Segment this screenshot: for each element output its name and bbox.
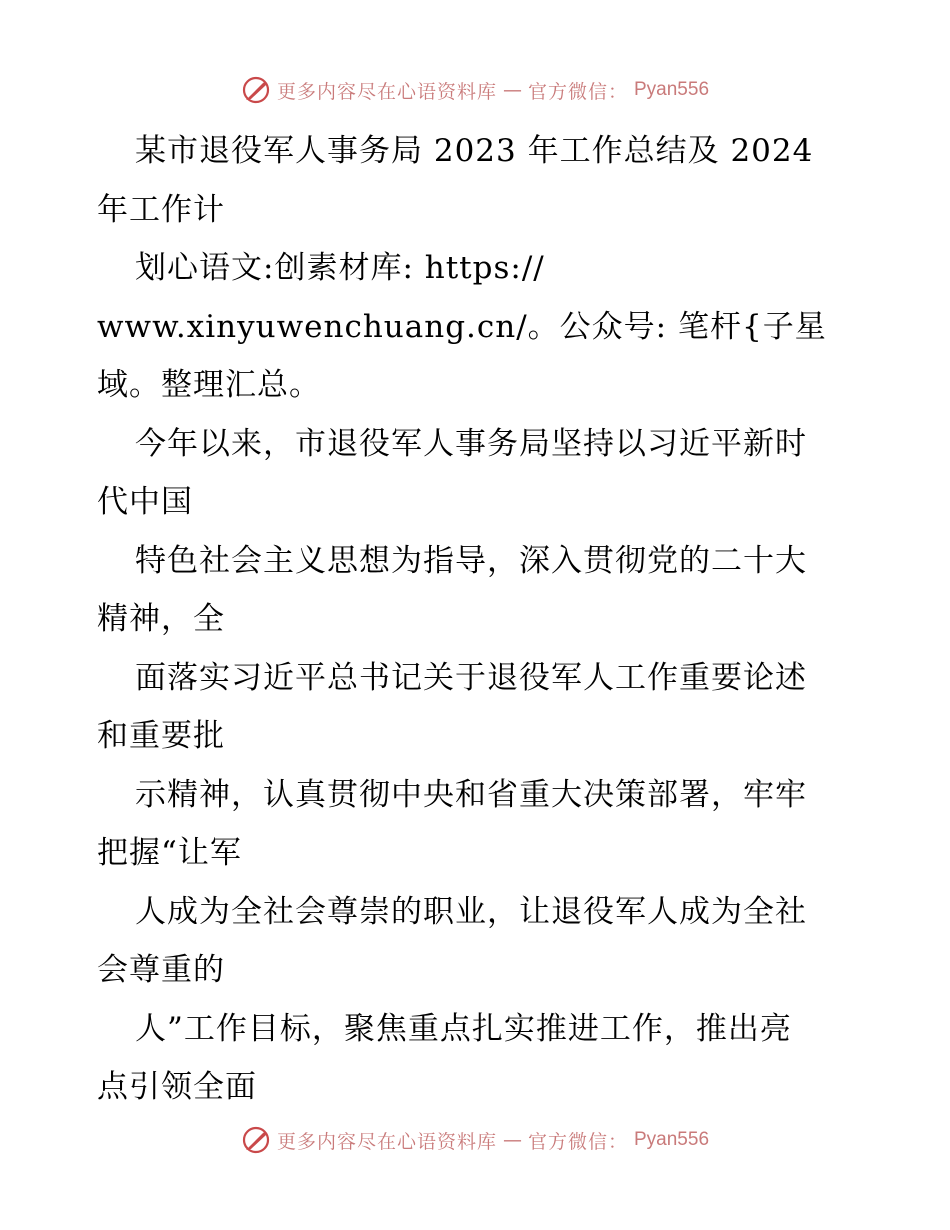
text-line: 人”工作目标，聚焦重点扎实推进工作，推出亮 <box>135 1010 792 1047</box>
banner-text: 更多内容尽在心语资料库 <box>276 1130 497 1153</box>
text-line: 面落实习近平总书记关于退役军人工作重要论述 <box>135 659 807 696</box>
text-line: 精神，全 <box>97 601 225 637</box>
banner-prefix: 官方微信： <box>527 1130 628 1153</box>
banner-prefix: 官方微信： <box>527 80 628 103</box>
document-body <box>97 122 867 1117</box>
text-line: www.xinyuwenchuang.cn/。公众号: 笔杆{子星 <box>97 308 827 345</box>
text-line: 特色社会主义思想为指导，深入贯彻党的二十大 <box>135 542 807 579</box>
banner-wechat-id: Pyan556 <box>634 1129 710 1150</box>
footer-banner <box>0 1120 950 1160</box>
text-line: 和重要批 <box>97 718 225 754</box>
text-line: 示精神，认真贯彻中央和省重大决策部署，牢牢 <box>135 776 807 813</box>
header-banner <box>0 70 950 110</box>
text-line: 某市退役军人事务局 2023 年工作总结及 2024 <box>135 133 814 169</box>
text-line: 点引领全面 <box>97 1069 257 1105</box>
text-line: 人成为全社会尊崇的职业，让退役军人成为全社 <box>135 893 807 930</box>
banner-dash: — <box>502 1129 522 1151</box>
banner-wechat-id: Pyan556 <box>634 79 710 100</box>
text-line: 年工作计 <box>97 191 225 228</box>
text-line: 会尊重的 <box>97 952 225 988</box>
text-line: 今年以来，市退役军人事务局坚持以习近平新时 <box>135 425 807 462</box>
text-line: 域。整理汇总。 <box>97 367 321 403</box>
quill-logo-icon <box>241 1125 271 1155</box>
text-line: 代中国 <box>97 484 193 520</box>
text-line: 把握“让军 <box>97 835 242 871</box>
text-line: 划心语文:创素材库: https:// <box>135 250 545 286</box>
banner-text: 更多内容尽在心语资料库 <box>276 80 497 103</box>
quill-logo-icon <box>241 75 271 105</box>
banner-dash: — <box>502 79 522 101</box>
